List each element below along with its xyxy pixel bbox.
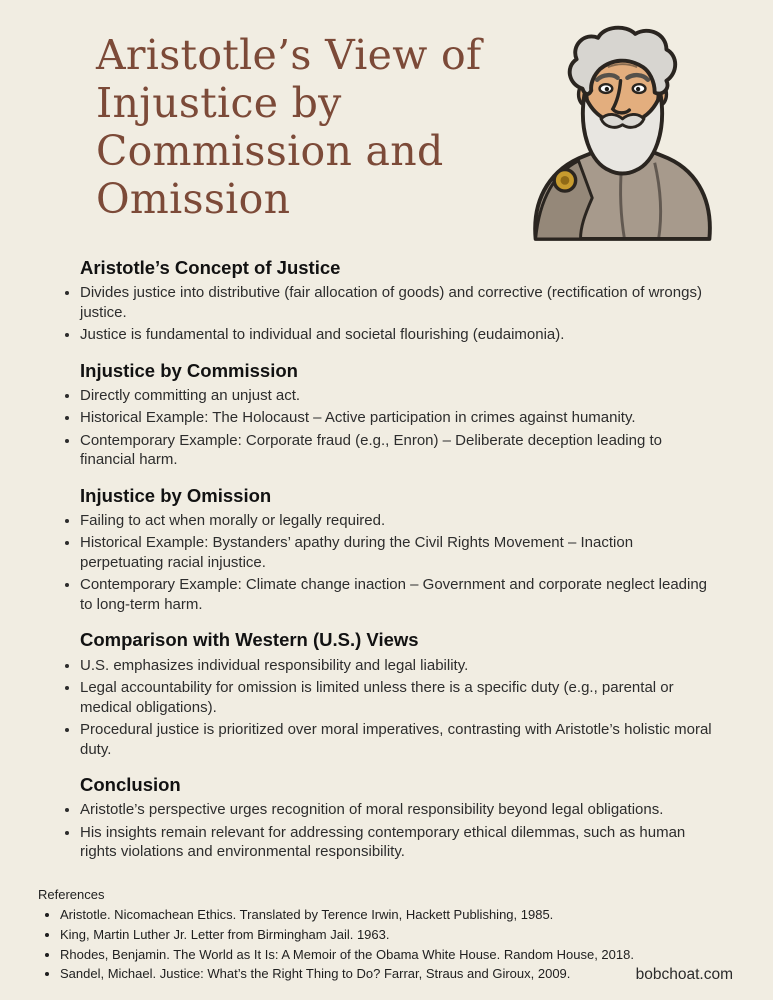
- reference-item: • Rhodes, Benjamin. The World as It Is: A Memoir of the Obama White House. Random House, 2018.: [60, 946, 718, 965]
- bullet-list: [62, 283, 718, 345]
- reference-item: • Sandel, Michael. Justice: What’s the Right Thing to Do? Farrar, Straus and Giroux, 2009.: [60, 965, 718, 984]
- references-label: References: [38, 886, 105, 902]
- bullet-item: • Historical Example: Bystanders’ apathy during the Civil Rights Movement – Inaction perpetuating racial injustice.: [80, 533, 718, 572]
- references-list: [38, 906, 718, 984]
- bullet-item: • Aristotle’s perspective urges recognition of moral responsibility beyond legal obligations.: [80, 800, 718, 820]
- bullet-item: • Divides justice into distributive (fair allocation of goods) and corrective (rectification of wrongs) justice.: [80, 283, 718, 322]
- reference-item: • King, Martin Luther Jr. Letter from Birmingham Jail. 1963.: [60, 926, 718, 945]
- bullet-list: [62, 656, 718, 760]
- section-heading: Conclusion: [80, 774, 181, 795]
- website-url: bobchoat.com: [635, 966, 733, 983]
- bullet-item: • Failing to act when morally or legally required.: [80, 511, 718, 531]
- section-injustice-by-omission: [62, 484, 718, 615]
- bullet-list: [62, 800, 718, 862]
- aristotle-bust-icon: [520, 24, 725, 241]
- bullet-item: • Legal accountability for omission is limited unless there is a specific duty (e.g., parental or medical obligations).: [80, 678, 718, 717]
- bullet-item: • Procedural justice is prioritized over moral imperatives, contrasting with Aristotle’s holistic moral duty.: [80, 720, 718, 759]
- aristotle-portrait-illustration: [520, 24, 725, 246]
- content: [0, 246, 773, 862]
- bullet-list: [62, 386, 718, 470]
- section-heading: Comparison with Western (U.S.) Views: [80, 629, 419, 651]
- section-aristotles-concept-of-justice: [62, 256, 718, 345]
- section-heading: Injustice by Commission: [80, 359, 298, 381]
- bullet-item: • U.S. emphasizes individual responsibility and legal liability.: [80, 656, 718, 676]
- section-injustice-by-commission: [62, 359, 718, 470]
- page-title: Aristotle’s View of Injustice by Commission and Omission: [96, 31, 482, 223]
- bullet-item: • Historical Example: The Holocaust – Active participation in crimes against humanity.: [80, 408, 718, 428]
- bullet-item: • Justice is fundamental to individual and societal flourishing (eudaimonia).: [80, 325, 718, 345]
- bullet-item: • Contemporary Example: Corporate fraud (e.g., Enron) – Deliberate deception leading to financial harm.: [80, 431, 718, 470]
- section-comparison-western-views: [62, 628, 718, 759]
- header: [0, 0, 773, 246]
- reference-item: • Aristotle. Nicomachean Ethics. Translated by Terence Irwin, Hackett Publishing, 1985.: [60, 906, 718, 925]
- bullet-list: [62, 511, 718, 615]
- bullet-item: • His insights remain relevant for addressing contemporary ethical dilemmas, such as human rights violations and environmental responsibility.: [80, 823, 718, 862]
- bullet-item: • Directly committing an unjust act.: [80, 386, 718, 406]
- section-conclusion: [62, 773, 718, 862]
- bullet-item: • Contemporary Example: Climate change inaction – Government and corporate neglect leading to long-term harm.: [80, 575, 718, 614]
- section-heading: Aristotle’s Concept of Justice: [80, 257, 341, 278]
- section-heading: Injustice by Omission: [80, 484, 272, 506]
